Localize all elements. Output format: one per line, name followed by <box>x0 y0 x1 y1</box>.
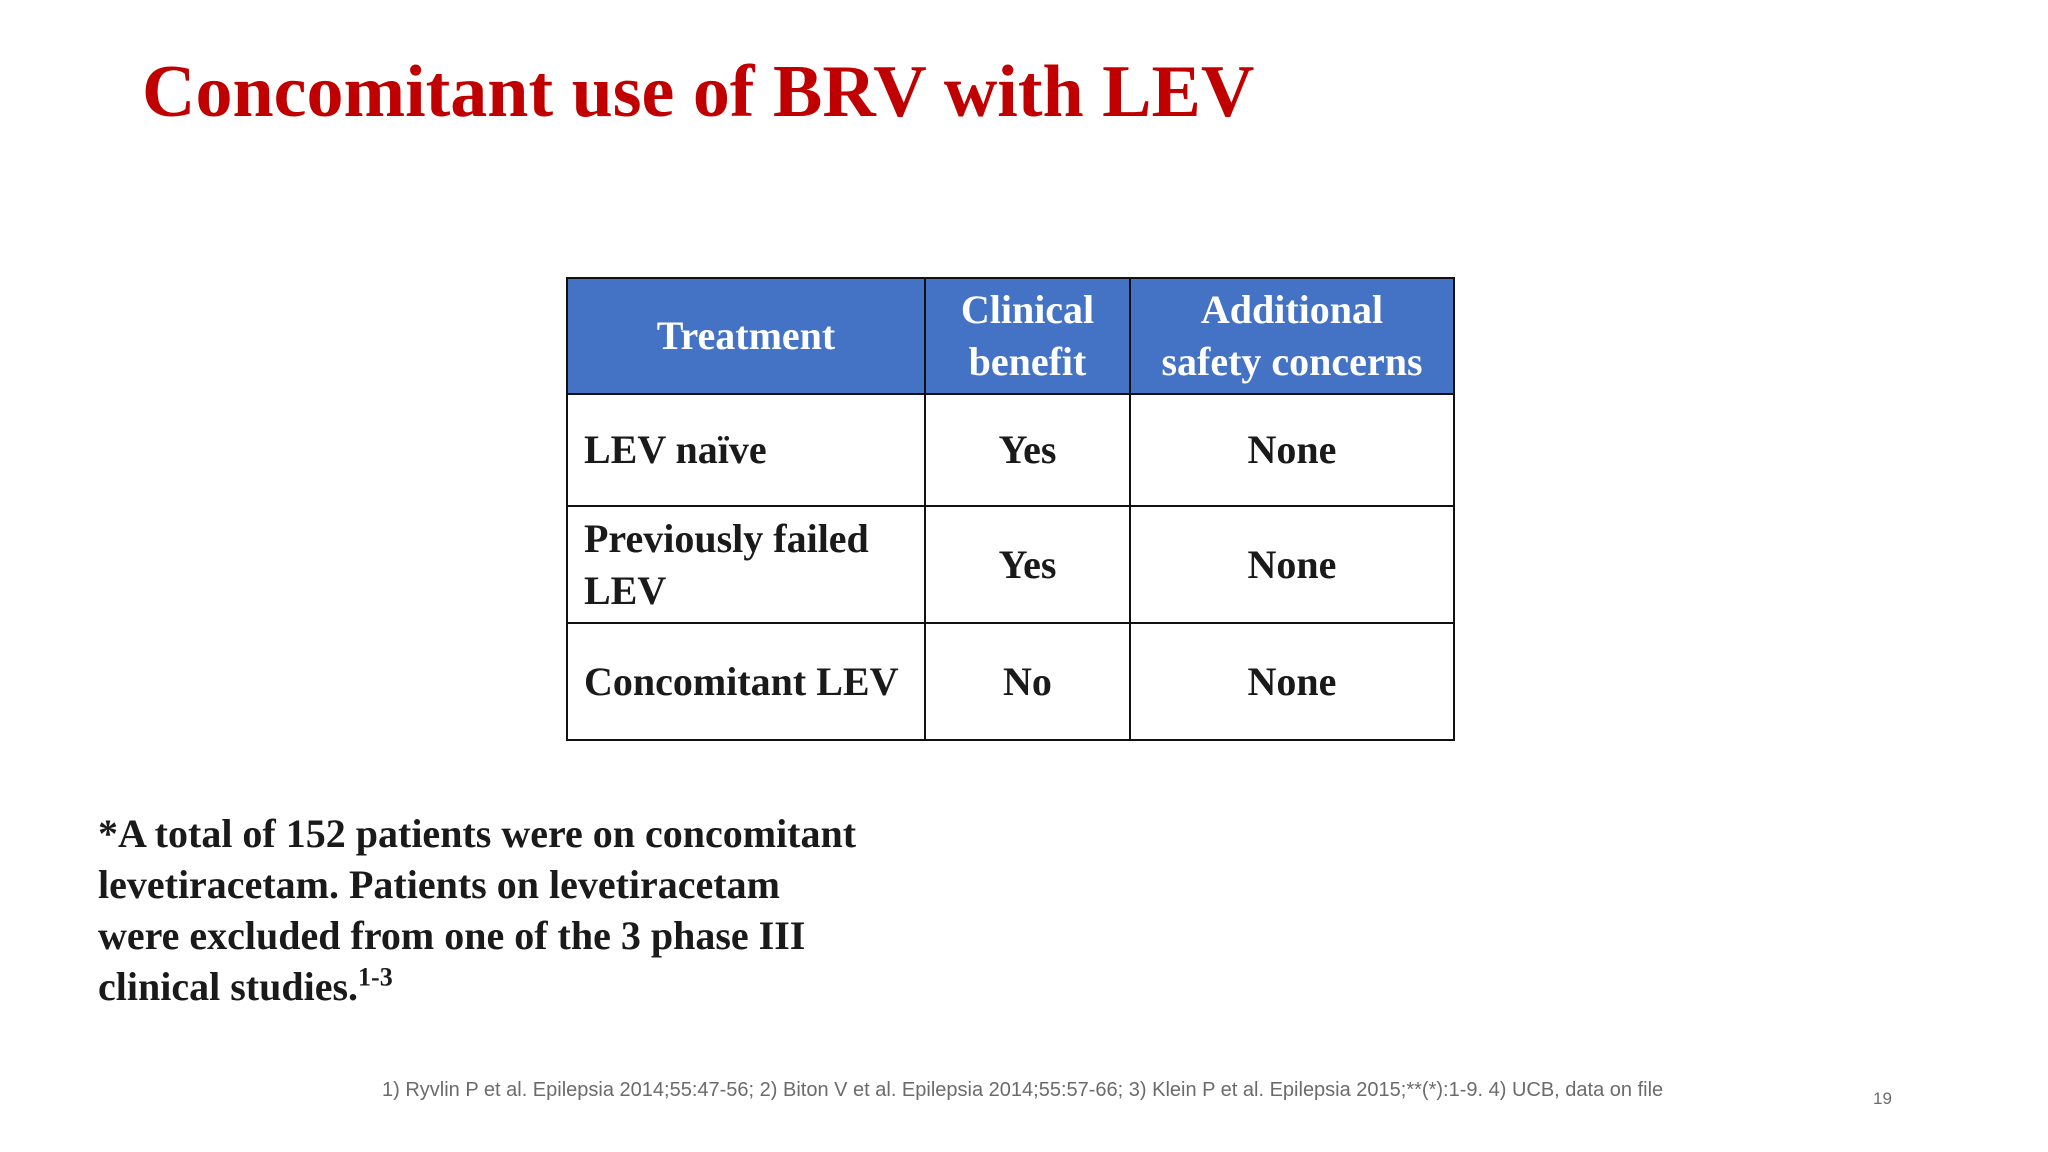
cell-clinical-benefit: No <box>925 623 1130 740</box>
cell-treatment: Previously failed LEV <box>567 506 925 623</box>
table-row <box>567 623 1454 740</box>
header-clinical-benefit: Clinical benefit <box>925 278 1130 394</box>
cell-treatment: LEV naïve <box>567 394 925 506</box>
header-safety-concerns: Additional safety concerns <box>1130 278 1454 394</box>
cell-clinical-benefit: Yes <box>925 506 1130 623</box>
slide-title: Concomitant use of BRV with LEV <box>142 51 1255 133</box>
table-row <box>567 394 1454 506</box>
footnote-text: *A total of 152 patients were on concomitant levetiracetam. Patients on levetiracetam were excluded from one of the 3 phase III clinical studies. <box>98 811 857 1009</box>
cell-safety-concerns: None <box>1130 394 1454 506</box>
cell-treatment: Concomitant LEV <box>567 623 925 740</box>
references: 1) Ryvlin P et al. Epilepsia 2014;55:47-56; 2) Biton V et al. Epilepsia 2014;55:57-66; 3) Klein P et al. Epilepsia 2015;**(*):1-9. 4) UCB, data on file <box>382 1079 1664 1101</box>
table-header-row <box>567 278 1454 394</box>
cell-safety-concerns: None <box>1130 506 1454 623</box>
footnote <box>98 808 858 1012</box>
table-row <box>567 506 1454 623</box>
footnote-citation: 1-3 <box>358 962 393 992</box>
cell-clinical-benefit: Yes <box>925 394 1130 506</box>
header-treatment: Treatment <box>567 278 925 394</box>
comparison-table <box>566 277 1455 741</box>
page-number: 19 <box>1873 1089 1892 1108</box>
cell-safety-concerns: None <box>1130 623 1454 740</box>
